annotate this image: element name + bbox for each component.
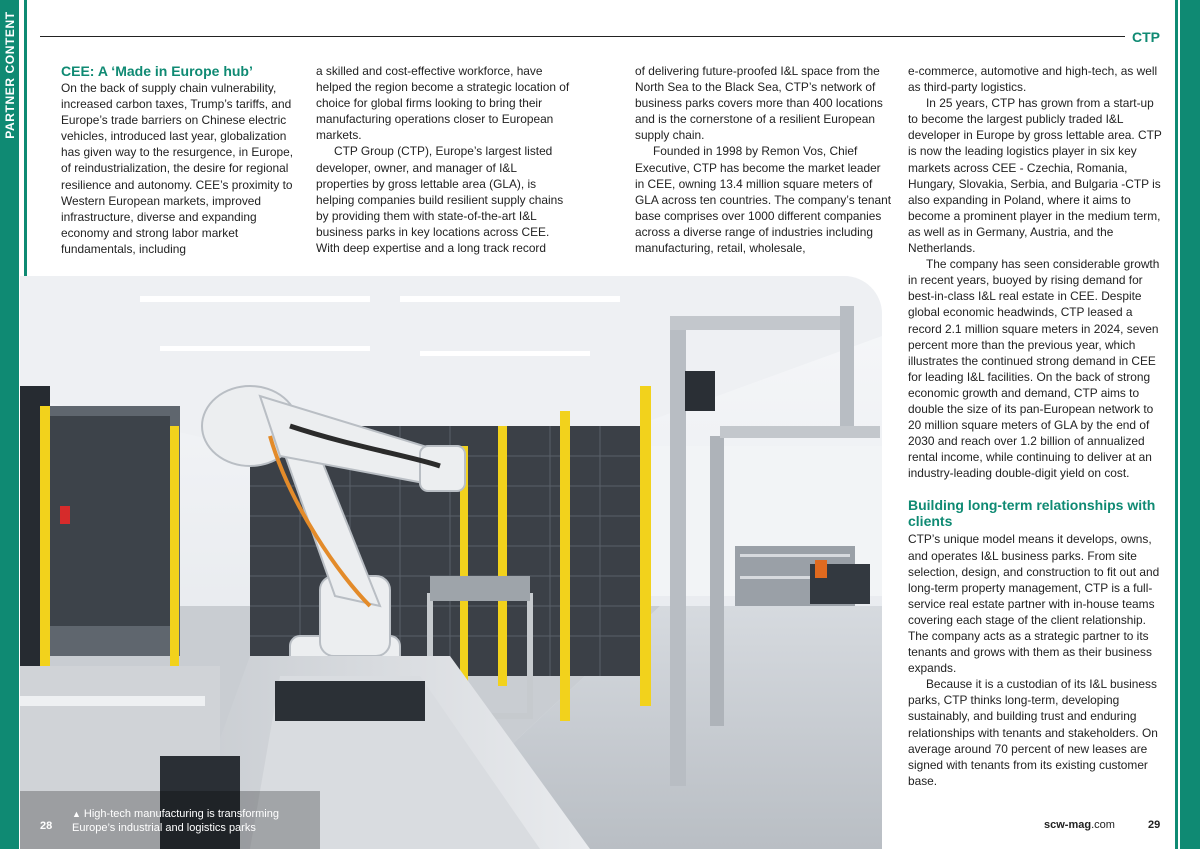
right-tab-rule [1175, 0, 1178, 849]
paragraph: On the back of supply chain vulnerability, increased carbon taxes, Trump’s tariffs, and Europe’s trade barriers on Chinese electric vehicles, introduced last year, globalization has given way to the resurgence, in Europe, of reindustrialization, the desire for regional resilience and autonomy. CEE’s proximity to Western European markets, improved infrastructure, diverse and expanding economy and strong labor market fundamentals, including [61, 81, 294, 256]
site-name [1044, 819, 1115, 831]
photo-caption [72, 807, 302, 835]
page-number-left: 28 [40, 820, 53, 832]
paragraph: a skilled and cost-effective workforce, have helped the region become a strategic location of choice for global firms looking to bring their manufacturing operations closer to European markets. [316, 64, 570, 143]
partner-content-text: PARTNER CONTENT [2, 11, 17, 139]
caption-text: High-tech manufacturing is transforming Europe’s industrial and logistics parks [72, 808, 279, 834]
factory-robot-photo [20, 276, 882, 849]
paragraph: e-commerce, automotive and high-tech, as well as third-party logistics. [908, 64, 1158, 95]
paragraph: Founded in 1998 by Remon Vos, Chief Executive, CTP has become the market leader in CEE, owning 13.4 million square meters of GLA across ten countries. The company’s tenant base comprises over 1000 different companies across a diverse range of industries including manufacturing, retail, wholesale, [635, 144, 892, 256]
paragraph: of delivering future-proofed I&L space from the North Sea to the Black Sea, CTP’s network of business parks covers more than 400 locations and is the cornerstone of a resilient European supply chain. [635, 64, 883, 143]
partner-content-label [0, 0, 19, 150]
paragraph: CTP Group (CTP), Europe’s largest listed developer, owner, and manager of I&L properties by gross lettable area (GLA), is helping companies build resilient supply chains by providing them with state-of-the-art I&L business parks in key locations across CEE. With deep expertise and a long track record [316, 144, 564, 256]
site-name-bold: scw-mag [1044, 819, 1092, 831]
section-heading-relationships: Building long-term relationships with clients [908, 497, 1156, 530]
page-number-right: 29 [1148, 819, 1161, 831]
section-heading-made-in-europe: CEE: A ‘Made in Europe hub’ [61, 63, 253, 79]
text-column-4 [908, 63, 1164, 789]
paragraph: The company has seen considerable growth in recent years, buoyed by rising demand for best-in-class I&L real estate in CEE. Despite global economic headwinds, CTP leased a record 2.1 million square meters in 2024, seven percent more than the previous year, which illustrates the continued strong demand in CEE for leading I&L facilities. On the back of strong economic growth and demand, CTP aims to double the size of its pan-European network to 20 million square meters of GLA by the end of 2030 and reach over 1.2 billion of annualized rental income, while continuing to deliver at an industry-leading double-digit yield on cost. [908, 257, 1160, 481]
paragraph: CTP’s unique model means it develops, owns, and operates I&L business parks. From site selection, design, and construction to fit out and long-term property management, CTP is a full-service real estate partner with in-house teams covering each stage of the client relationship. The company acts as a strategic partner to its tenants and grows with them as their business expands. [908, 532, 1160, 676]
site-name-suffix: .com [1091, 819, 1115, 831]
text-column-3 [635, 63, 893, 256]
paragraph: Because it is a custodian of its I&L business parks, CTP thinks long-term, developing sustainably, and building trust and enduring relationships with tenants and stakeholders. On average around 70 percent of new leases are signed with tenants from its existing customer base. [908, 677, 1158, 788]
text-column-2 [316, 63, 572, 256]
brand-label: CTP [1132, 29, 1160, 45]
text-column-1 [61, 63, 297, 257]
caption-marker-icon: ▲ [72, 809, 81, 819]
header-rule [40, 36, 1125, 37]
right-side-tab [1180, 0, 1200, 849]
paragraph: In 25 years, CTP has grown from a start-up to become the largest publicly traded I&L developer in Europe by gross lettable area. CTP is now the leading logistics player in six key markets across CEE - Czechia, Romania, Hungary, Slovakia, Serbia, and Bulgaria -CTP is also expanding in Poland, where it aims to become a prominent player in the medium term, as well as in Germany, Austria, and the Netherlands. [908, 96, 1162, 256]
